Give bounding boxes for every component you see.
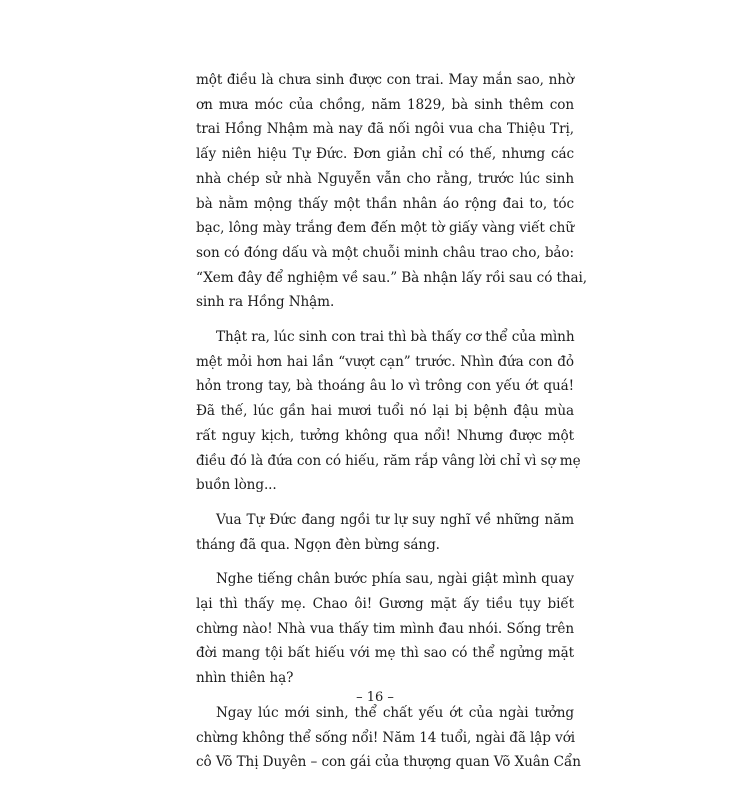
text-line: Ngay lúc mới sinh, thể chất yếu ớt của ngài tưởng [216, 704, 574, 721]
text-line: chừng nào! Nhà vua thấy tim mình đau nhói. Sống trên [196, 620, 574, 637]
paragraph [196, 701, 581, 775]
text-line: cô Võ Thị Duyên – con gái của thượng quan Võ Xuân Cẩn [196, 754, 581, 771]
text-line: nhà chép sử nhà Nguyễn vẫn cho rằng, trước lúc sinh [196, 170, 574, 187]
text-line: chừng không thể sống nổi! Năm 14 tuổi, ngài đã lập với [196, 729, 576, 746]
text-line: điều đó là đứa con có hiếu, răm rắp vâng lời chỉ vì sợ mẹ [196, 452, 581, 469]
paragraph [196, 508, 574, 557]
text-line: Nghe tiếng chân bước phía sau, ngài giật mình quay [216, 571, 574, 588]
paragraph [196, 325, 581, 498]
text-line: lấy niên hiệu Tự Đức. Đơn giản chỉ có thế, nhưng các [196, 146, 574, 163]
paragraph [196, 68, 587, 315]
text-line: đời mang tội bất hiếu với mẹ thì sao có thể ngửng mặt [196, 645, 574, 662]
text-line: nhìn thiên hạ? [196, 670, 294, 687]
text-line: rất nguy kịch, tưởng không qua nổi! Nhưng được một [196, 427, 574, 444]
text-line: lại thì thấy mẹ. Chao ôi! Gương mặt ấy tiều tụy biết [196, 596, 574, 613]
text-line: buồn lòng... [196, 477, 277, 494]
text-line: “Xem đây để nghiệm về sau.” Bà nhận lấy rồi sau có thai, [196, 269, 587, 286]
text-line: trai Hồng Nhậm mà nay đã nối ngôi vua cha Thiệu Trị, [196, 121, 574, 138]
text-line: tháng đã qua. Ngọn đèn bừng sáng. [196, 536, 440, 553]
text-line: Vua Tự Đức đang ngồi tư lự suy nghĩ về những năm [216, 511, 574, 528]
body-text [196, 68, 587, 785]
page-number: – 16 – [356, 690, 394, 705]
text-line: Đã thế, lúc gần hai mươi tuổi nó lại bị bệnh đậu mùa [196, 403, 574, 420]
text-line: bạc, lông mày trắng đem đến một tờ giấy vàng viết chữ [196, 220, 574, 237]
text-line: ơn mưa móc của chồng, năm 1829, bà sinh thêm con [196, 96, 574, 113]
text-line: một điều là chưa sinh được con trai. May mắn sao, nhờ [196, 72, 574, 88]
text-line: son có đóng dấu và một chuỗi minh châu trao cho, bảo: [196, 244, 574, 261]
text-line: bà nằm mộng thấy một thần nhân áo rộng đai to, tóc [196, 195, 574, 212]
text-line: Thật ra, lúc sinh con trai thì bà thấy cơ thể của mình [216, 329, 575, 346]
text-line: hỏn trong tay, bà thoáng âu lo vì trông con yếu ớt quá! [196, 378, 574, 395]
text-line: sinh ra Hồng Nhậm. [196, 294, 335, 311]
paragraph [196, 567, 574, 691]
text-line: mệt mỏi hơn hai lần “vượt cạn” trước. Nhìn đứa con đỏ [196, 353, 574, 370]
